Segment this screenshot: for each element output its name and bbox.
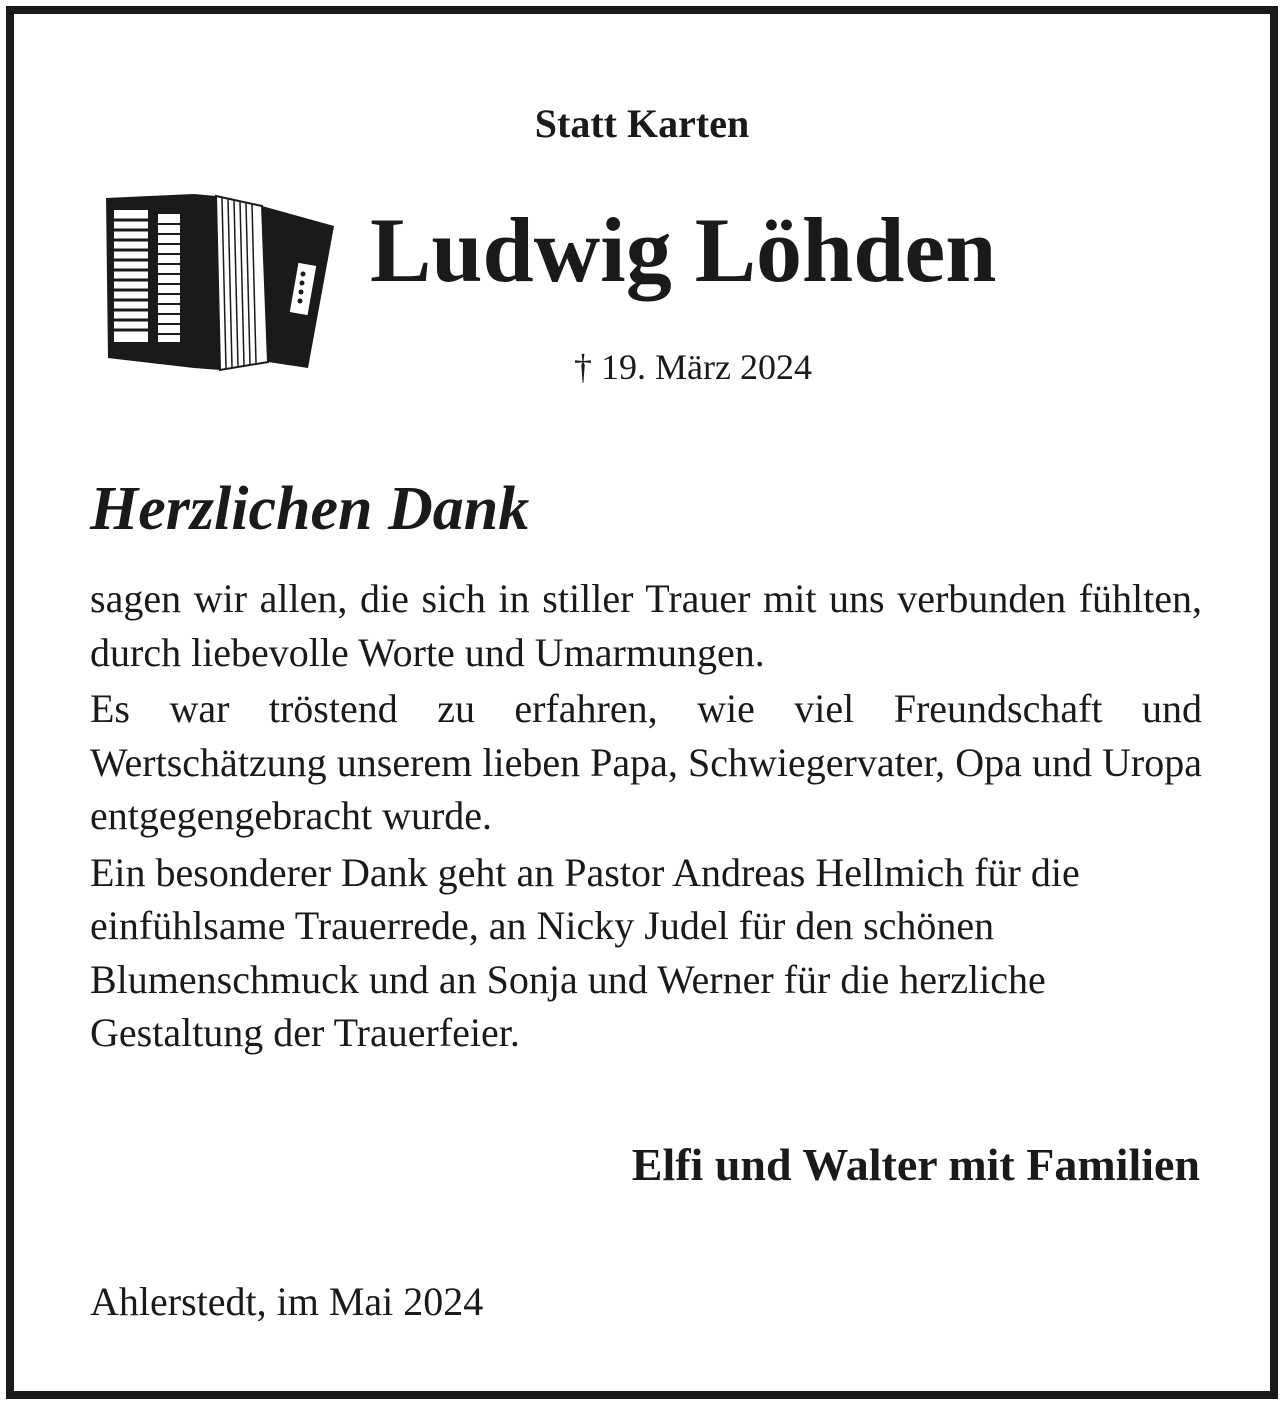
paragraph: Ein besonderer Dank geht an Pastor Andreas Hellmich für die einfühlsame Trauerrede, an Nicky Judel für den schönen Blumenschmuck und an Sonja und Werner für die herzliche Gestaltung der Trauerfeier. [90,849,1080,1055]
accordion-icon [94,186,344,376]
notice-frame [6,6,1278,1399]
paragraph: Es war tröstend zu erfahren, wie viel Freundschaft und Wertschätzung unserem lieben Papa, Schwiegervater, Opa und Uropa entgegengebracht wurde. [90,686,1202,838]
signature: Elfi und Walter mit Familien [631,1139,1200,1190]
thanks-text [90,572,1202,1063]
statt-karten-header: Statt Karten [534,101,750,146]
thanks-heading: Herzlichen Dank [90,475,530,543]
deceased-name: Ludwig Löhden [370,199,997,301]
paragraph: sagen wir allen, die sich in stiller Trauer mit uns verbunden fühlten, durch liebevolle Worte und Umarmungen. [90,576,1202,675]
death-date: † 19. März 2024 [574,347,812,387]
place-date: Ahlerstedt, im Mai 2024 [90,1279,484,1324]
